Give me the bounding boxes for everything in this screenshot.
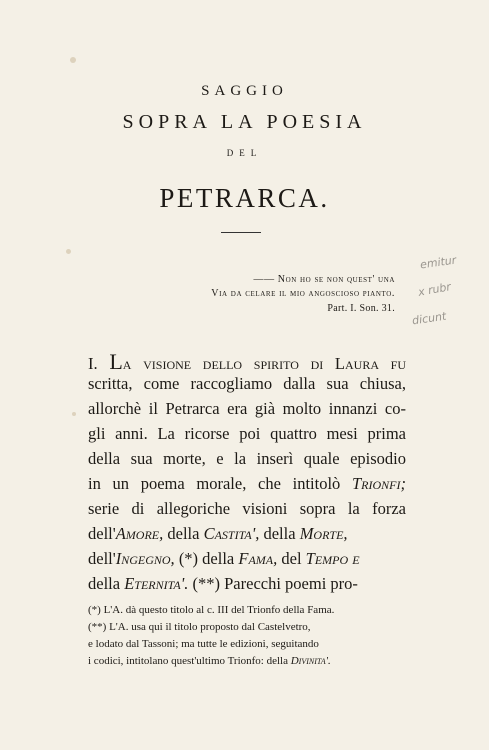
italic-term: Castita', bbox=[203, 524, 260, 543]
body-line-8 bbox=[88, 524, 406, 544]
title-sopra-la-poesia: SOPRA LA POESIA bbox=[122, 111, 367, 133]
footnote-2-cont bbox=[88, 638, 406, 650]
body-line-1 bbox=[88, 349, 406, 375]
pencil-annotation: emitur bbox=[419, 253, 458, 272]
body-line-7: serie di allegoriche visioni sopra la forza bbox=[88, 499, 406, 518]
foxing-spot bbox=[70, 57, 76, 63]
epigraph-source: Part. I. Son. 31. bbox=[327, 303, 395, 314]
epigraph-line-2: Via da celare il mio angoscioso pianto. bbox=[211, 288, 395, 299]
body-text: in un poema morale, che intitolò bbox=[88, 474, 341, 493]
pencil-annotation: x rubr bbox=[417, 280, 452, 299]
body-text: dell' bbox=[88, 549, 116, 568]
italic-term: Trionfi; bbox=[352, 474, 406, 493]
body-text: dell' bbox=[88, 524, 116, 543]
footnote-1: (*) L'A. dà questo titolo al c. III del Trionfo della Fama. bbox=[88, 604, 335, 616]
epigraph-line-1: —— Non ho se non quest' una bbox=[253, 274, 395, 285]
italic-term: Morte, bbox=[299, 524, 348, 543]
body-text: della bbox=[88, 574, 125, 593]
body-text: della bbox=[259, 524, 300, 543]
body-line-10 bbox=[88, 574, 406, 594]
foxing-spot bbox=[66, 249, 71, 254]
italic-term: Eternita'. bbox=[124, 574, 189, 593]
body-text: della bbox=[163, 524, 204, 543]
body-line-2: scritta, come raccogliamo dalla sua chiusa, bbox=[88, 374, 406, 393]
drop-cap: L bbox=[109, 349, 123, 374]
section-number: I. bbox=[88, 354, 98, 373]
title-rule bbox=[221, 232, 261, 233]
pencil-annotation: dicunt bbox=[411, 309, 448, 328]
body-text: (*) della bbox=[174, 549, 239, 568]
italic-term: Divinita'. bbox=[290, 655, 331, 667]
body-text: (**) Parecchi poemi pro- bbox=[188, 574, 358, 593]
body-line-4: gli anni. La ricorse poi quattro mesi prima bbox=[88, 424, 406, 443]
italic-term: Fama, bbox=[238, 549, 278, 568]
italic-term: Amore, bbox=[115, 524, 164, 543]
body-text: a visione dello spirito di Laura fu bbox=[122, 354, 406, 373]
title-del: DEL bbox=[226, 148, 263, 158]
title-saggio: SAGGIO bbox=[201, 83, 288, 99]
footnote-text: e lodato dal Tassoni; ma tutte le edizioni, seguitando bbox=[88, 638, 319, 650]
foxing-spot bbox=[72, 412, 76, 416]
body-line-3: allorchè il Petrarca era già molto innanzi co- bbox=[88, 399, 406, 418]
footnote-2-end bbox=[88, 655, 406, 667]
title-petrarca: PETRARCA. bbox=[159, 183, 330, 213]
body-line-6 bbox=[88, 474, 406, 494]
footnote-2: (**) L'A. usa qui il titolo proposto dal Castelvetro, bbox=[88, 621, 311, 633]
body-line-9 bbox=[88, 549, 406, 569]
italic-term: Ingegno, bbox=[115, 549, 175, 568]
footnote-text: i codici, intitolano quest'ultimo Trionfo: della bbox=[88, 655, 288, 667]
body-line-5: della sua morte, e la inserì quale episodio bbox=[88, 449, 406, 468]
body-text: del bbox=[277, 549, 306, 568]
italic-term: Tempo e bbox=[305, 549, 360, 568]
